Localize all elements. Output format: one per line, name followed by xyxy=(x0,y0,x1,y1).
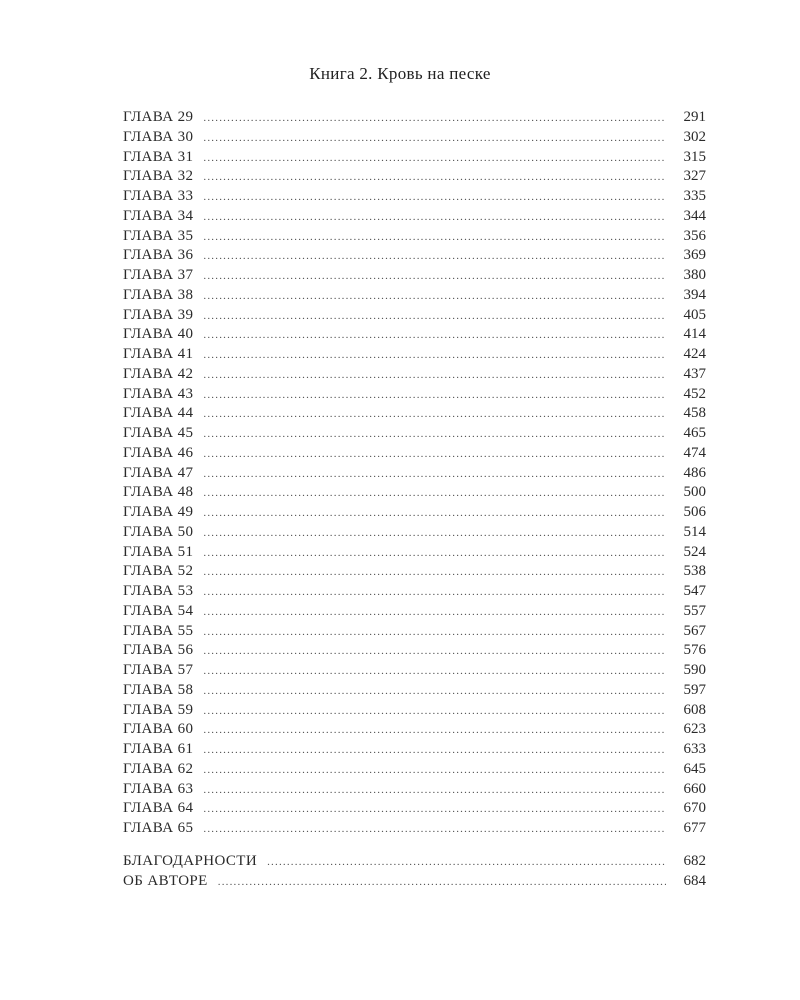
toc-entry-label: ГЛАВА 61 xyxy=(123,741,194,757)
toc-entry-label: ГЛАВА 36 xyxy=(123,247,194,264)
toc-chapter-row[interactable] xyxy=(123,424,706,444)
toc-chapter-row[interactable] xyxy=(123,483,706,503)
dot-leader xyxy=(203,504,666,524)
dot-leader xyxy=(203,623,666,643)
back-matter-list xyxy=(123,852,706,892)
toc-page-number: 682 xyxy=(683,853,706,869)
toc-entry-label: ГЛАВА 34 xyxy=(123,207,194,224)
toc-entry-label: ГЛАВА 62 xyxy=(123,760,194,777)
toc-page-number: 623 xyxy=(683,721,706,738)
toc-chapter-row[interactable] xyxy=(123,187,706,207)
toc-chapter-row[interactable] xyxy=(123,345,706,365)
dot-leader xyxy=(203,366,666,386)
dot-leader xyxy=(203,563,666,583)
toc-chapter-row[interactable] xyxy=(123,246,706,266)
toc-page-number: 660 xyxy=(683,780,706,797)
dot-leader xyxy=(203,267,666,287)
toc-chapter-row[interactable] xyxy=(123,819,706,839)
toc-page-number: 524 xyxy=(683,543,706,560)
toc-page-number: 500 xyxy=(683,484,706,501)
toc-page-number: 684 xyxy=(683,872,706,889)
toc-chapter-row[interactable] xyxy=(123,543,706,563)
toc-entry-label: ГЛАВА 40 xyxy=(123,326,194,343)
toc-page-number: 506 xyxy=(683,504,706,520)
toc-page-number: 474 xyxy=(683,444,706,461)
toc-page-number: 576 xyxy=(683,642,706,659)
dot-leader xyxy=(203,642,666,662)
toc-page-number: 369 xyxy=(683,247,706,264)
dot-leader xyxy=(203,386,666,406)
toc-chapter-row[interactable] xyxy=(123,641,706,661)
toc-chapter-row[interactable] xyxy=(123,286,706,306)
toc-entry-label: ГЛАВА 54 xyxy=(123,602,194,619)
toc-page-number: 538 xyxy=(683,563,706,580)
toc-entry-label: ГЛАВА 31 xyxy=(123,148,194,165)
toc-page-number: 452 xyxy=(683,385,706,402)
toc-page-number: 486 xyxy=(683,464,706,481)
toc-entry-label: ГЛАВА 55 xyxy=(123,622,194,639)
toc-page-number: 335 xyxy=(683,188,706,204)
toc-chapter-row[interactable] xyxy=(123,760,706,780)
toc-chapter-row[interactable] xyxy=(123,167,706,187)
dot-leader xyxy=(203,129,666,149)
toc-entry-label: ГЛАВА 38 xyxy=(123,286,194,303)
dot-leader xyxy=(203,583,666,603)
dot-leader xyxy=(203,484,666,504)
toc-entry-label: ГЛАВА 29 xyxy=(123,109,194,125)
toc-entry-label: БЛАГОДАРНОСТИ xyxy=(123,853,258,869)
toc-page-number: 344 xyxy=(683,207,706,224)
toc-chapter-row[interactable] xyxy=(123,325,706,345)
dot-leader xyxy=(203,682,666,702)
toc-page-number: 424 xyxy=(683,346,706,362)
toc-chapter-row[interactable] xyxy=(123,108,706,128)
toc-page-number: 677 xyxy=(683,820,706,836)
toc-chapter-row[interactable] xyxy=(123,503,706,523)
toc-entry-label: ГЛАВА 39 xyxy=(123,306,194,323)
toc-entry-label: ГЛАВА 49 xyxy=(123,504,194,520)
toc-page-number: 356 xyxy=(683,227,706,244)
toc-page-number: 597 xyxy=(683,681,706,698)
dot-leader xyxy=(203,228,666,248)
dot-leader xyxy=(203,307,666,327)
toc-chapter-row[interactable] xyxy=(123,306,706,326)
toc-entry-label: ГЛАВА 33 xyxy=(123,188,194,204)
toc-page-number: 465 xyxy=(683,425,706,441)
toc-page-number: 608 xyxy=(683,701,706,718)
dot-leader xyxy=(203,761,666,781)
toc-chapter-row[interactable] xyxy=(123,720,706,740)
dot-leader xyxy=(203,149,666,169)
toc-page-number: 557 xyxy=(683,602,706,619)
dot-leader xyxy=(203,603,666,623)
dot-leader xyxy=(267,853,666,873)
dot-leader xyxy=(203,721,666,741)
dot-leader xyxy=(203,524,666,544)
dot-leader xyxy=(203,346,666,366)
toc-page-number: 380 xyxy=(683,267,706,283)
toc-page-number: 567 xyxy=(683,622,706,639)
toc-entry-label: ГЛАВА 63 xyxy=(123,780,194,797)
toc-chapter-row[interactable] xyxy=(123,602,706,622)
toc-chapter-row[interactable] xyxy=(123,622,706,642)
toc-chapter-row[interactable] xyxy=(123,523,706,543)
dot-leader xyxy=(218,873,666,893)
toc-entry-label: ГЛАВА 35 xyxy=(123,227,194,244)
toc-entry-label: ГЛАВА 48 xyxy=(123,484,194,501)
toc-page-number: 327 xyxy=(683,168,706,185)
toc-entry-label: ГЛАВА 47 xyxy=(123,464,194,481)
toc-page-number: 291 xyxy=(683,109,706,125)
dot-leader xyxy=(203,662,666,682)
toc-chapter-row[interactable] xyxy=(123,799,706,819)
toc-chapter-row[interactable] xyxy=(123,365,706,385)
toc-chapter-row[interactable] xyxy=(123,562,706,582)
toc-entry-label: ГЛАВА 44 xyxy=(123,405,194,422)
toc-chapter-row[interactable] xyxy=(123,404,706,424)
toc-page-number: 405 xyxy=(683,306,706,323)
toc-entry-label: ГЛАВА 56 xyxy=(123,642,194,659)
dot-leader xyxy=(203,247,666,267)
toc-chapter-row[interactable] xyxy=(123,661,706,681)
dot-leader xyxy=(203,208,666,228)
toc-page-number: 645 xyxy=(683,760,706,777)
dot-leader xyxy=(203,781,666,801)
toc-page-number: 633 xyxy=(683,741,706,757)
toc-page-number: 590 xyxy=(683,662,706,678)
dot-leader xyxy=(203,425,666,445)
dot-leader xyxy=(203,741,666,761)
toc-entry-label: ОБ АВТОРЕ xyxy=(123,872,208,889)
toc-page-number: 670 xyxy=(683,800,706,817)
toc-chapter-row[interactable] xyxy=(123,385,706,405)
dot-leader xyxy=(203,168,666,188)
toc-page-number: 315 xyxy=(683,148,706,165)
toc-chapter-row[interactable] xyxy=(123,266,706,286)
dot-leader xyxy=(203,820,666,840)
dot-leader xyxy=(203,544,666,564)
toc-entry-label: ГЛАВА 51 xyxy=(123,543,194,560)
toc-entry-label: ГЛАВА 58 xyxy=(123,681,194,698)
dot-leader xyxy=(203,188,666,208)
dot-leader xyxy=(203,702,666,722)
toc-back-matter-row[interactable] xyxy=(123,872,706,892)
toc-chapter-row[interactable] xyxy=(123,582,706,602)
toc-page-number: 514 xyxy=(683,523,706,540)
toc-chapter-row[interactable] xyxy=(123,681,706,701)
toc-page-number: 437 xyxy=(683,365,706,382)
toc-chapter-row[interactable] xyxy=(123,227,706,247)
book-title: Книга 2. Кровь на песке xyxy=(309,64,491,83)
toc-chapter-row[interactable] xyxy=(123,780,706,800)
toc-page-number: 458 xyxy=(683,405,706,422)
toc-page-number: 302 xyxy=(683,128,706,145)
dot-leader xyxy=(203,445,666,465)
toc-entry-label: ГЛАВА 50 xyxy=(123,523,194,540)
toc-entry-label: ГЛАВА 45 xyxy=(123,425,194,441)
toc-chapter-row[interactable] xyxy=(123,207,706,227)
toc-entry-label: ГЛАВА 53 xyxy=(123,583,194,599)
toc-chapter-row[interactable] xyxy=(123,701,706,721)
toc-back-matter-row[interactable] xyxy=(123,852,706,872)
toc-chapter-row[interactable] xyxy=(123,740,706,760)
toc-page-number: 547 xyxy=(683,583,706,599)
toc-entry-label: ГЛАВА 32 xyxy=(123,168,194,185)
dot-leader xyxy=(203,405,666,425)
toc-chapter-row[interactable] xyxy=(123,464,706,484)
toc-chapter-row[interactable] xyxy=(123,148,706,168)
toc-entry-label: ГЛАВА 65 xyxy=(123,820,194,836)
toc-entry-label: ГЛАВА 60 xyxy=(123,721,194,738)
toc-chapter-row[interactable] xyxy=(123,128,706,148)
toc-entry-label: ГЛАВА 46 xyxy=(123,444,194,461)
toc-entry-label: ГЛАВА 64 xyxy=(123,800,194,817)
dot-leader xyxy=(203,287,666,307)
toc-entry-label: ГЛАВА 42 xyxy=(123,365,194,382)
toc-entry-label: ГЛАВА 37 xyxy=(123,267,194,283)
dot-leader xyxy=(203,800,666,820)
toc-chapter-row[interactable] xyxy=(123,444,706,464)
toc-entry-label: ГЛАВА 59 xyxy=(123,701,194,718)
toc-entry-label: ГЛАВА 30 xyxy=(123,128,194,145)
dot-leader xyxy=(203,326,666,346)
toc-entry-label: ГЛАВА 43 xyxy=(123,385,194,402)
toc-entry-label: ГЛАВА 41 xyxy=(123,346,194,362)
dot-leader xyxy=(203,465,666,485)
toc-entry-label: ГЛАВА 57 xyxy=(123,662,194,678)
toc-page-number: 394 xyxy=(683,286,706,303)
toc-page-number: 414 xyxy=(683,326,706,343)
dot-leader xyxy=(203,109,666,129)
toc-entry-label: ГЛАВА 52 xyxy=(123,563,194,580)
chapter-list xyxy=(123,108,706,839)
